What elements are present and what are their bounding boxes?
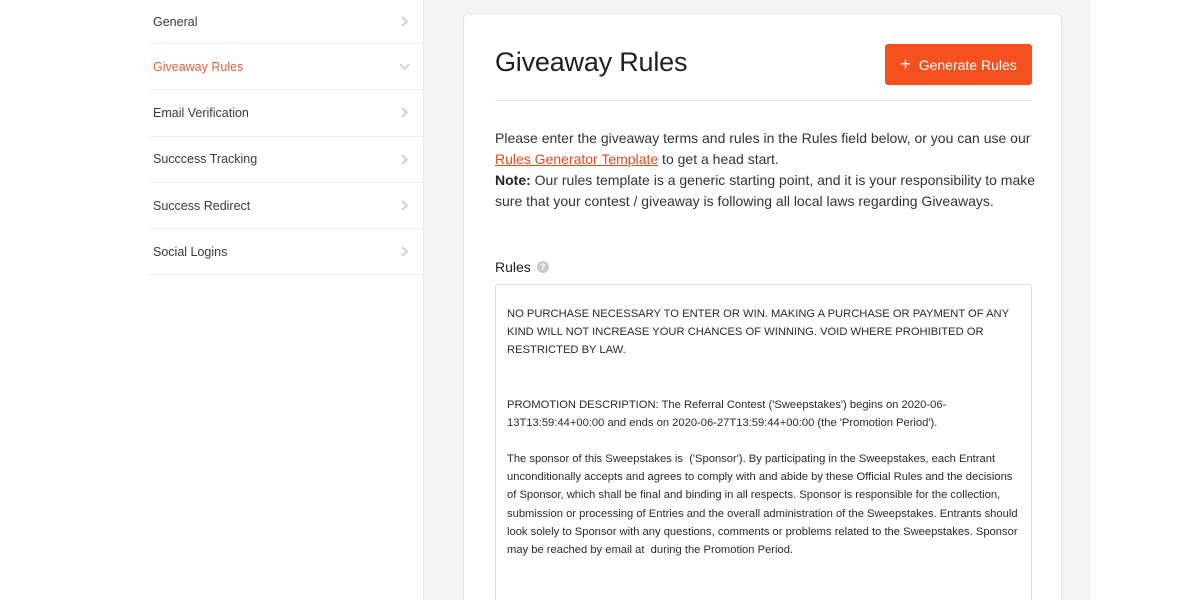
help-icon[interactable]: ? (537, 261, 549, 273)
sidebar-menu (149, 0, 424, 275)
rules-generator-template-link[interactable]: Rules Generator Template (495, 151, 659, 167)
giveaway-rules-panel (463, 13, 1062, 600)
chevron-right-icon (398, 246, 410, 258)
sidebar-item-label: General (153, 14, 198, 29)
rules-label-text: Rules (495, 259, 531, 275)
rules-paragraph: PROMOTION DESCRIPTION: The Referral Contest ('Sweepstakes') begins on 2020-06-13T13:59:44+00:00 and ends on 2020-06-27T13:59:44+00:00 (the 'Promotion Period'). (507, 398, 947, 429)
rules-field-label (495, 259, 549, 275)
plus-icon: + (900, 54, 911, 74)
intro-line: Please enter the giveaway terms and rules in the Rules field below, or you can use our (495, 130, 1031, 146)
rules-textarea[interactable] (495, 284, 1032, 600)
sidebar-item-general[interactable] (149, 0, 424, 44)
chevron-right-icon (398, 107, 410, 119)
chevron-right-icon (398, 200, 410, 212)
rules-paragraph: NO PURCHASE NECESSARY TO ENTER OR WIN. MAKING A PURCHASE OR PAYMENT OF ANY KIND WILL NOT INCREASE YOUR CHANCES OF WINNING. VOID WHERE PROHIBITED OR RESTRICTED BY LAW. (507, 308, 1012, 357)
chevron-down-icon (398, 61, 410, 73)
sidebar-item-label: Success Redirect (153, 198, 251, 213)
settings-sidebar (149, 0, 424, 600)
intro-line-end: to get a head start. (658, 151, 779, 167)
note-text: Our rules template is a generic starting point, and it is your responsibility to make sure that your contest / giveaway is following all local laws regarding Giveaways. (495, 172, 1036, 209)
note-label: Note: (495, 172, 531, 188)
page-title: Giveaway Rules (495, 47, 688, 77)
title-divider (495, 100, 1032, 101)
sidebar-item-label: Social Logins (153, 244, 228, 259)
sidebar-item-email-verification[interactable] (149, 90, 424, 136)
sidebar-item-label: Giveaway Rules (153, 59, 244, 74)
sidebar-item-social-logins[interactable] (149, 229, 424, 275)
intro-text (495, 128, 1035, 212)
chevron-right-icon (398, 153, 410, 165)
sidebar-item-label: Email Verification (153, 105, 249, 120)
sidebar-item-label: Succcess Tracking (153, 152, 258, 167)
generate-rules-button[interactable] (885, 44, 1032, 85)
sidebar-item-giveaway-rules[interactable] (149, 44, 424, 90)
sidebar-item-success-tracking[interactable] (149, 137, 424, 183)
rules-paragraph: The sponsor of this Sweepstakes is ('Sponsor'). By participating in the Sweepstakes, each Entrant unconditionally accepts and agrees to comply with and abide by these Official Rules and the decisions of Sponsor, which shall be final and binding in all respects. Sponsor is responsible for the collection, submission or processing of Entries and the overall administration of the Sweepstakes. Entrants should look solely to Sponsor with any questions, comments or problems related to the Sweepstakes. Sponsor may be reached by email at during the Promotion Period. (507, 453, 1021, 557)
chevron-right-icon (398, 16, 410, 28)
sidebar-item-success-redirect[interactable] (149, 183, 424, 229)
generate-rules-label: Generate Rules (918, 56, 1017, 73)
